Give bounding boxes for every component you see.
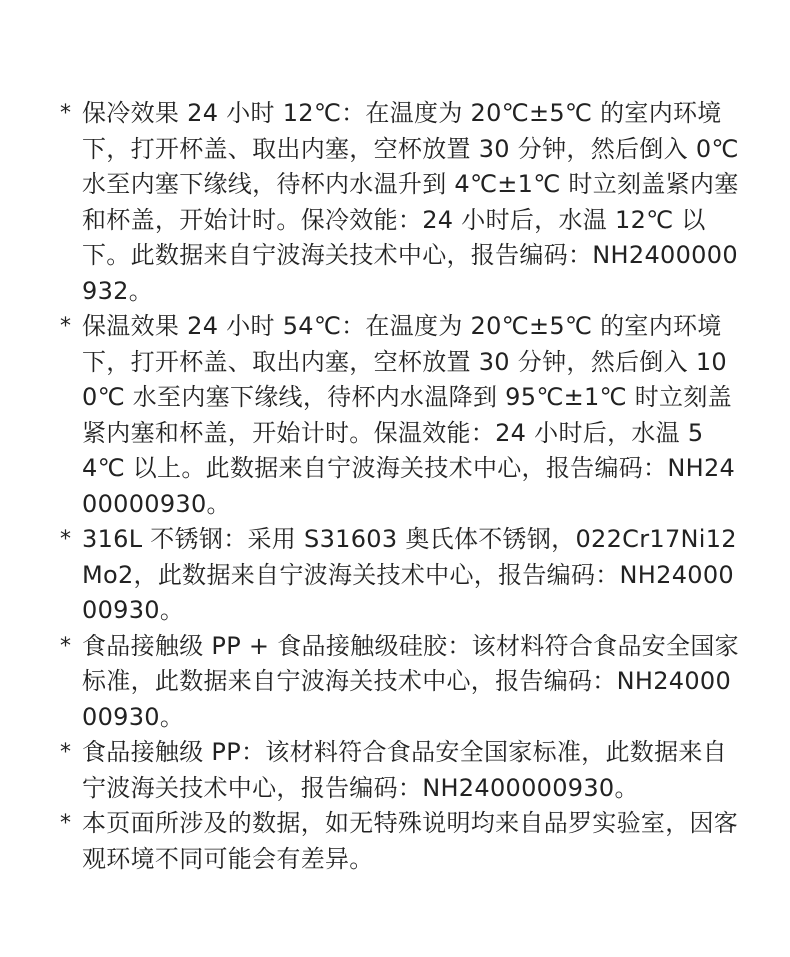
footnote-text: 保温效果 24 小时 54℃：在温度为 20℃±5℃ 的室内环境下，打开杯盖、取出内塞，空杯放置 30 分钟，然后倒入 100℃ 水至内塞下缘线，待杯内水温降到 95℃±1℃ 时立刻盖紧内塞和杯盖，开始计时。保温效能：24 小时后，水温 54℃ 以上。此数据来自宁波海关技术中心，报告编码：NH2400000930。 [82,312,736,518]
bullet-asterisk: * [60,527,72,552]
footnote-heat-retention [60,309,740,522]
bullet-asterisk: * [60,740,72,765]
footnote-text: 316L 不锈钢：采用 S31603 奥氏体不锈钢，022Cr17Ni12Mo2，此数据来自宁波海关技术中心，报告编码：NH2400000930。 [82,525,737,624]
bullet-asterisk: * [60,101,72,126]
bullet-asterisk: * [60,811,72,836]
footnote-list [60,96,740,877]
footnote-text: 食品接触级 PP：该材料符合食品安全国家标准，此数据来自宁波海关技术中心，报告编码：NH2400000930。 [82,738,727,802]
footnote-text: 保冷效果 24 小时 12℃：在温度为 20℃±5℃ 的室内环境下，打开杯盖、取出内塞，空杯放置 30 分钟，然后倒入 0℃ 水至内塞下缘线，待杯内水温升到 4℃±1℃ 时立刻盖紧内塞和杯盖，开始计时。保冷效能：24 小时后，水温 12℃ 以下。此数据来自宁波海关技术中心，报告编码：NH2400000932。 [82,99,739,305]
footnote-text: 食品接触级 PP + 食品接触级硅胶：该材料符合食品安全国家标准，此数据来自宁波海关技术中心，报告编码：NH2400000930。 [82,631,739,731]
footnote-text: 本页面所涉及的数据，如无特殊说明均来自品罗实验室，因客观环境不同可能会有差异。 [82,809,739,873]
bullet-asterisk: * [60,633,72,659]
footnote-cold-retention [60,96,740,309]
footnote-316l-steel [60,522,740,629]
footnote-pp [60,735,740,806]
footnote-pp-silicone [60,629,740,736]
footnote-disclaimer [60,806,740,877]
bullet-asterisk: * [60,314,72,339]
